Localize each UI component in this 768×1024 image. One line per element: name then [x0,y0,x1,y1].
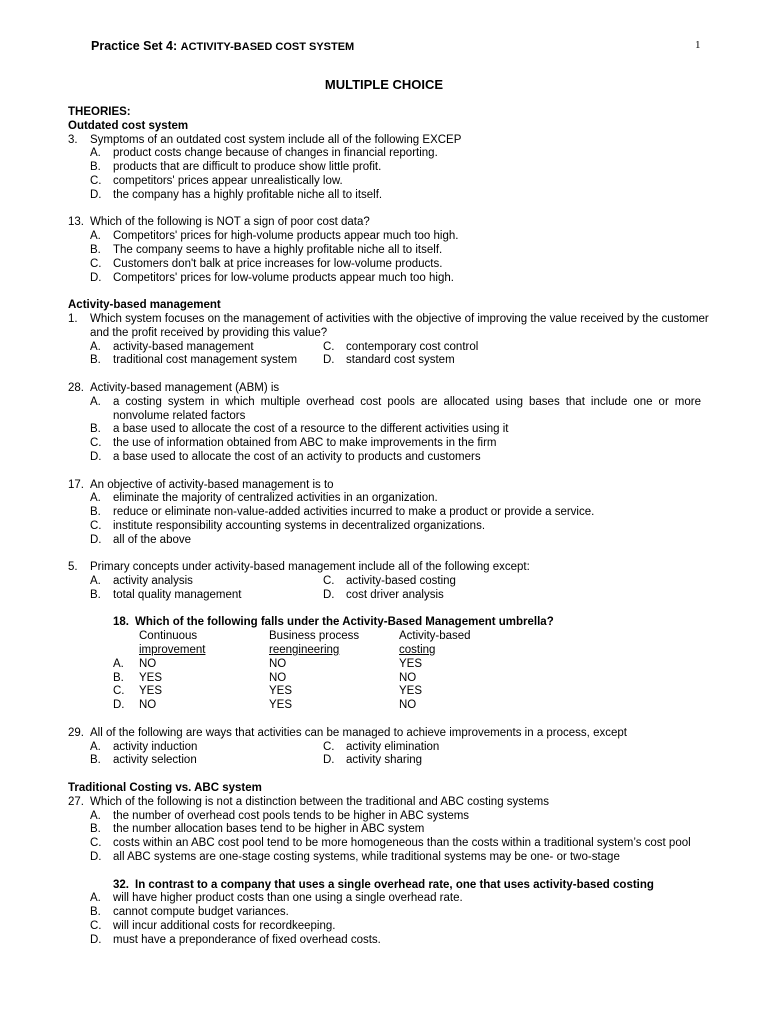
option-letter: C. [90,519,102,532]
question-32 [68,879,701,948]
column-header: reengineering [269,644,340,657]
question-27 [68,796,701,865]
question-text: Symptoms of an outdated cost system include all of the following EXCEP [90,133,462,146]
option-letter: A. [90,492,101,505]
option-letter: D. [90,851,102,864]
column-header: Business process [269,630,360,643]
question-number: 32. [113,878,129,891]
question-28 [68,382,701,465]
table-cell: YES [139,671,163,684]
option [90,589,242,603]
table-header-row [68,630,701,644]
question-5 [68,561,701,602]
option-text: activity-based costing [346,575,456,588]
question-text: Which system focuses on the management of activities with the objective of improving the value received by the customer [90,312,709,325]
option-text: must have a preponderance of fixed overhead costs. [113,933,381,946]
option-letter: B. [90,161,101,174]
option [68,423,701,437]
option-text: a base used to allocate the cost of a resource to the different activities using it [113,423,509,436]
option-letter: D. [323,588,335,601]
option-text: traditional cost management system [113,354,298,367]
option-text: products that are difficult to produce show little profit. [113,161,382,174]
option [90,341,254,355]
table-cell: NO [269,657,287,670]
option-text: a base used to allocate the cost of an activity to products and customers [113,450,481,463]
table-row [68,699,701,713]
question-13 [68,216,701,285]
option-letter: A. [90,809,101,822]
option-letter: C. [90,257,102,270]
option [68,230,701,244]
option [68,506,701,520]
option-letter: D. [90,450,102,463]
option-letter: A. [90,147,101,160]
table-cell: NO [399,671,417,684]
option [68,520,701,534]
page-header [91,39,354,53]
option [68,396,701,424]
table-cell: YES [269,685,293,698]
option-text: product costs change because of changes in financial reporting. [113,147,438,160]
option [68,437,701,451]
question-text: Primary concepts under activity-based management include all of the following except: [90,561,530,574]
option-letter: A. [90,892,101,905]
option-text: all ABC systems are one-stage costing systems, while traditional systems may be one- or two-stage [113,851,620,864]
option-row [68,575,701,589]
option-text: competitors' prices appear unrealistically low. [113,174,343,187]
column-header: Activity-based [399,630,471,643]
option [68,161,701,175]
option-text: institute responsibility accounting systems in decentralized organizations. [113,519,486,532]
table-row [68,658,701,672]
option-text: activity selection [113,754,197,767]
question-number: 17. [68,478,84,491]
option-row [68,589,701,603]
option-letter: D. [323,754,335,767]
option [68,920,701,934]
option-row [68,754,701,768]
option [323,754,422,768]
table-cell: NO [139,657,157,670]
question-1 [68,312,709,368]
question-3 [68,134,701,203]
option-text: Customers don't balk at price increases for low-volume products. [113,257,443,270]
option [68,189,701,203]
option-text: will incur additional costs for recordkeeping. [113,920,336,933]
question-number: 28. [68,381,84,394]
question-number: 1. [68,312,78,325]
option [68,147,701,161]
option [323,341,478,355]
option-letter: A. [90,340,101,353]
option-text: cost driver analysis [346,588,444,601]
option-letter: B. [90,243,101,256]
page-number: 1 [695,39,701,51]
option [68,272,701,286]
option-letter: C. [90,437,102,450]
option-letter: C. [90,174,102,187]
option-letter: D. [113,699,125,712]
option [68,906,701,920]
option [323,354,455,368]
option-text: eliminate the majority of centralized activities in an organization. [113,492,438,505]
option [68,851,701,865]
option-row [68,354,701,368]
question-number: 29. [68,726,84,739]
option-letter: B. [90,354,101,367]
column-header: improvement [139,644,206,657]
option-letter: B. [90,423,101,436]
option [68,934,701,948]
document-body [68,106,709,948]
option-letter: C. [323,740,335,753]
question-text: In contrast to a company that uses a single overhead rate, one that uses activity-based costing [135,878,654,891]
table-row [68,672,701,686]
section-traditional: Traditional Costing vs. ABC system [68,782,262,795]
option-text: activity analysis [113,575,193,588]
option-letter: C. [113,685,125,698]
option-text: reduce or eliminate non-value-added activities incurred to make a product or provide a service. [113,506,595,519]
table-cell: YES [399,685,423,698]
option-text: contemporary cost control [346,340,479,353]
option [323,575,456,589]
question-number: 27. [68,795,84,808]
option [90,575,193,589]
option [68,175,701,189]
option-letter: B. [90,588,101,601]
option-letter: D. [90,271,102,284]
question-text: An objective of activity-based management is to [90,478,334,491]
section-heading: MULTIPLE CHOICE [324,77,444,92]
option-text: will have higher product costs than one using a single overhead rate. [113,892,463,905]
option-letter: D. [90,188,102,201]
option-letter: A. [90,575,101,588]
table-cell: NO [399,699,417,712]
option [68,451,701,465]
option-text: activity-based management [113,340,254,353]
option-letter: A. [90,230,101,243]
option-text: the use of information obtained from ABC to make improvements in the firm [113,437,497,450]
option-row [68,341,701,355]
option [68,244,701,258]
table-cell: YES [139,685,163,698]
option-letter: C. [90,920,102,933]
option-text: the company has a highly profitable niche all to itself. [113,188,383,201]
option-letter: A. [90,395,101,408]
question-text: Which of the following is NOT a sign of poor cost data? [90,216,370,229]
question-text: All of the following are ways that activities can be managed to achieve improvements in a process, except [90,726,627,739]
question-29 [68,727,701,768]
option-letter: D. [90,933,102,946]
option-text: all of the above [113,533,192,546]
option-letter: D. [323,354,335,367]
option-text: the number of overhead cost pools tends to be higher in ABC systems [113,809,470,822]
option-text: activity induction [113,740,198,753]
option [68,837,701,851]
table-cell: NO [139,699,157,712]
question-18 [68,616,701,713]
question-text: Activity-based management (ABM) is [90,381,280,394]
question-text-cont: and the profit received by providing this value? [90,326,328,339]
table-row [68,685,701,699]
option-text: the number allocation bases tend to be higher in ABC system [113,823,425,836]
table-header-row [68,644,701,658]
section-abm: Activity-based management [68,299,221,312]
question-number: 13. [68,216,84,229]
option [68,892,701,906]
option-text: Competitors' prices for high-volume products appear much too high. [113,230,459,243]
header-title-prefix: Practice Set 4: [91,39,181,53]
question-number: 3. [68,133,78,146]
option [90,354,297,368]
option [68,258,701,272]
option-text: activity sharing [346,754,423,767]
option [90,741,197,755]
table-cell: NO [269,671,287,684]
option-row [68,741,701,755]
option-letter: C. [323,575,335,588]
question-number: 18. [113,616,129,629]
option-text: The company seems to have a highly profitable niche all to itself. [113,243,443,256]
option-text: cannot compute budget variances. [113,906,289,919]
option-letter: A. [90,740,101,753]
option-text: costs within an ABC cost pool tend to be more homogeneous than the costs within a traditional system’s cost pool [113,837,691,850]
option-letter: C. [90,837,102,850]
option-letter: B. [113,671,124,684]
option-text: standard cost system [346,354,455,367]
table-cell: YES [399,657,423,670]
question-number: 5. [68,561,78,574]
option [68,823,701,837]
theories-label: THEORIES: [68,106,131,118]
option [68,534,701,548]
option-text: a costing system in which multiple overhead cost pools are allocated using bases that include one or more nonvolume related factors [113,395,701,422]
question-17 [68,479,701,548]
option [68,492,701,506]
table-cell: YES [269,699,293,712]
question-text: Which of the following falls under the Activity-Based Management umbrella? [135,616,554,629]
section-outdated: Outdated cost system [68,119,189,132]
option [323,741,439,755]
header-title-topic: ACTIVITY-BASED COST SYSTEM [180,41,355,53]
option-text: Competitors' prices for low-volume products appear much too high. [113,271,454,284]
option-letter: B. [90,754,101,767]
option-text: activity elimination [346,740,440,753]
option-text: total quality management [113,588,242,601]
option [323,589,444,603]
option-letter: B. [90,506,101,519]
option-letter: D. [90,533,102,546]
option-letter: A. [113,657,124,670]
option [90,754,197,768]
column-header: costing [399,644,436,657]
option-letter: B. [90,906,101,919]
option-letter: B. [90,823,101,836]
question-text: Which of the following is not a distinction between the traditional and ABC costing systems [90,795,549,808]
option [68,810,701,824]
option-letter: C. [323,340,335,353]
column-header: Continuous [139,630,198,643]
